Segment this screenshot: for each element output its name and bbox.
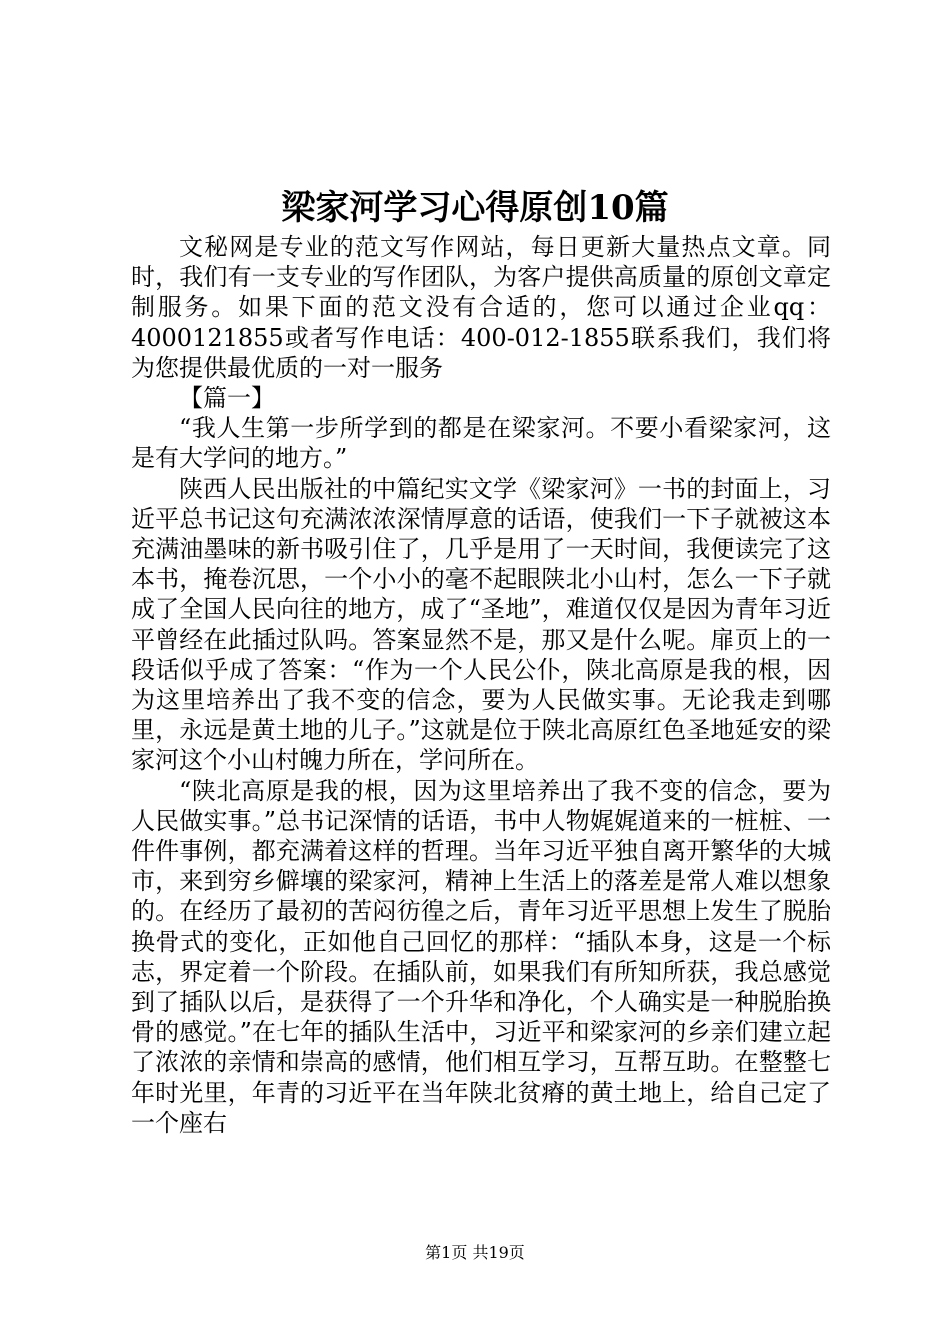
document-title: 梁家河学习心得原创10篇 xyxy=(281,188,669,228)
document-body xyxy=(131,232,831,1138)
page-number: 第1页 共19页 xyxy=(425,1243,525,1262)
quote-paragraph: “我人生第一步所学到的都是在梁家河。不要小看梁家河，这是有大学问的地方。” xyxy=(131,414,831,473)
intro-paragraph: 文秘网是专业的范文写作网站，每日更新大量热点文章。同时，我们有一支专业的写作团队，为客户提供高质量的原创文章定制服务。如果下面的范文没有合适的，您可以通过企业qq：4000121855或者写作电话：400-012-1855联系我们，我们将为您提供最优质的一对一服务 xyxy=(131,233,831,382)
body-paragraph: 陕西人民出版社的中篇纪实文学《梁家河》一书的封面上，习近平总书记这句充满浓浓深情厚意的话语，使我们一下子就被这本充满油墨味的新书吸引住了，几乎是用了一天时间，我便读完了这本书，掩卷沉思，一个小小的毫不起眼陕北小山村，怎么一下子就成了全国人民向往的地方，成了“圣地”，难道仅仅是因为青年习近平曾经在此插过队吗。答案显然不是，那又是什么呢。扉页上的一段话似乎成了答案：“作为一个人民公仆，陕北高原是我的根，因为这里培养出了我不变的信念，要为人民做实事。无论我走到哪里，永远是黄土地的儿子。”这就是位于陕北高原红色圣地延安的梁家河这个小山村魄力所在，学问所在。 xyxy=(131,474,831,775)
body-paragraph: “陕北高原是我的根，因为这里培养出了我不变的信念，要为人民做实事。”总书记深情的话语，书中人物娓娓道来的一桩桩、一件件事例，都充满着这样的哲理。当年习近平独自离开繁华的大城市，来到穷乡僻壤的梁家河，精神上生活上的落差是常人难以想象的。在经历了最初的苦闷彷徨之后，青年习近平思想上发生了脱胎换骨式的变化，正如他自己回忆的那样：“插队本身，这是一个标志，界定着一个阶段。在插队前，如果我们有所知所获，我总感觉到了插队以后，是获得了一个升华和净化，个人确实是一种脱胎换骨的感觉。”在七年的插队生活中，习近平和梁家河的乡亲们建立起了浓浓的亲情和崇高的感情，他们相互学习，互帮互助。在整整七年时光里，年青的习近平在当年陕北贫瘠的黄土地上，给自己定了一个座右 xyxy=(131,776,831,1137)
section-heading: 【篇一】 xyxy=(179,384,275,413)
